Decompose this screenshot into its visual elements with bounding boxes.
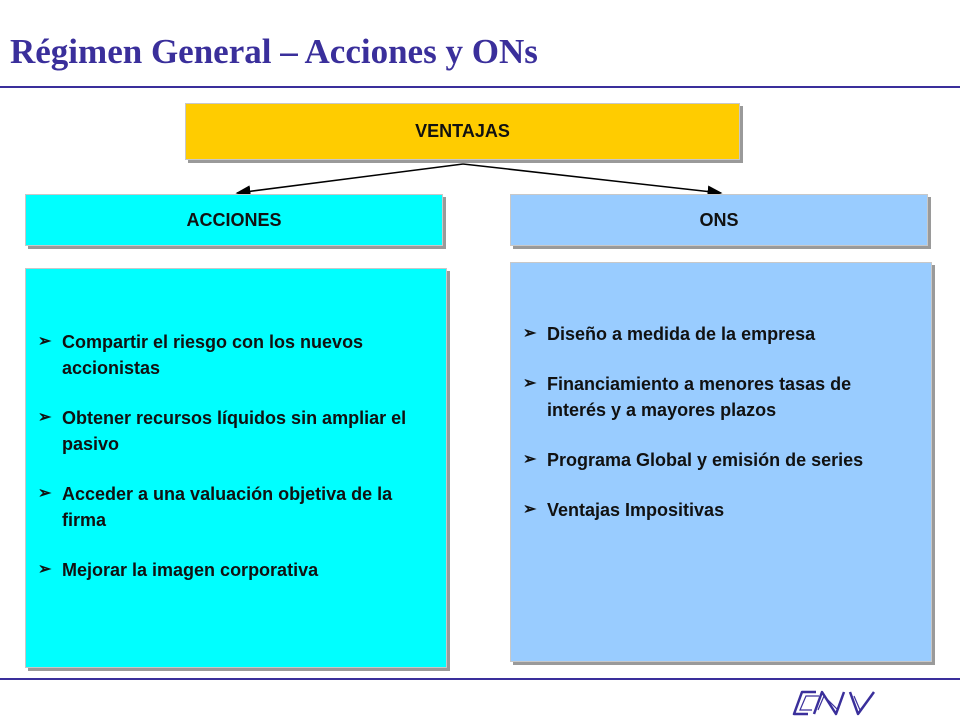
ventajas-label: VENTAJAS (415, 121, 510, 141)
cnv-logo-icon (788, 688, 884, 718)
acciones-label: ACCIONES (186, 209, 282, 230)
list-item: ➢ Compartir el riesgo con los nuevos accionistas (26, 329, 426, 381)
arrow-to-acciones (237, 164, 463, 193)
ons-label: ONS (699, 209, 739, 230)
acciones-header (25, 194, 443, 246)
arrow-bullet-icon: ➢ (523, 451, 537, 468)
arrow-bullet-icon: ➢ (38, 409, 52, 426)
arrow-bullet-icon: ➢ (38, 333, 52, 350)
list-item: ➢ Programa Global y emisión de series (511, 447, 911, 473)
ons-header (510, 194, 928, 246)
arrow-to-ons (463, 164, 721, 193)
list-item: ➢ Diseño a medida de la empresa (511, 321, 911, 347)
list-item: ➢ Acceder a una valuación objetiva de la firma (26, 481, 426, 533)
acciones-panel (25, 268, 447, 668)
acciones-list (26, 329, 426, 583)
arrow-bullet-icon: ➢ (38, 561, 52, 578)
arrow-bullet-icon: ➢ (523, 501, 537, 518)
list-item: ➢ Mejorar la imagen corporativa (26, 557, 426, 583)
ons-panel (510, 262, 932, 662)
arrow-bullet-icon: ➢ (523, 325, 537, 342)
footer-divider (0, 678, 960, 680)
list-item: ➢ Obtener recursos líquidos sin ampliar el pasivo (26, 405, 426, 457)
list-item: ➢ Ventajas Impositivas (511, 497, 911, 523)
ons-list (511, 321, 911, 523)
arrow-bullet-icon: ➢ (38, 485, 52, 502)
arrow-bullet-icon: ➢ (523, 375, 537, 392)
list-item: ➢ Financiamiento a menores tasas de interés y a mayores plazos (511, 371, 911, 423)
slide-title: Régimen General – Acciones y ONs (10, 32, 538, 71)
